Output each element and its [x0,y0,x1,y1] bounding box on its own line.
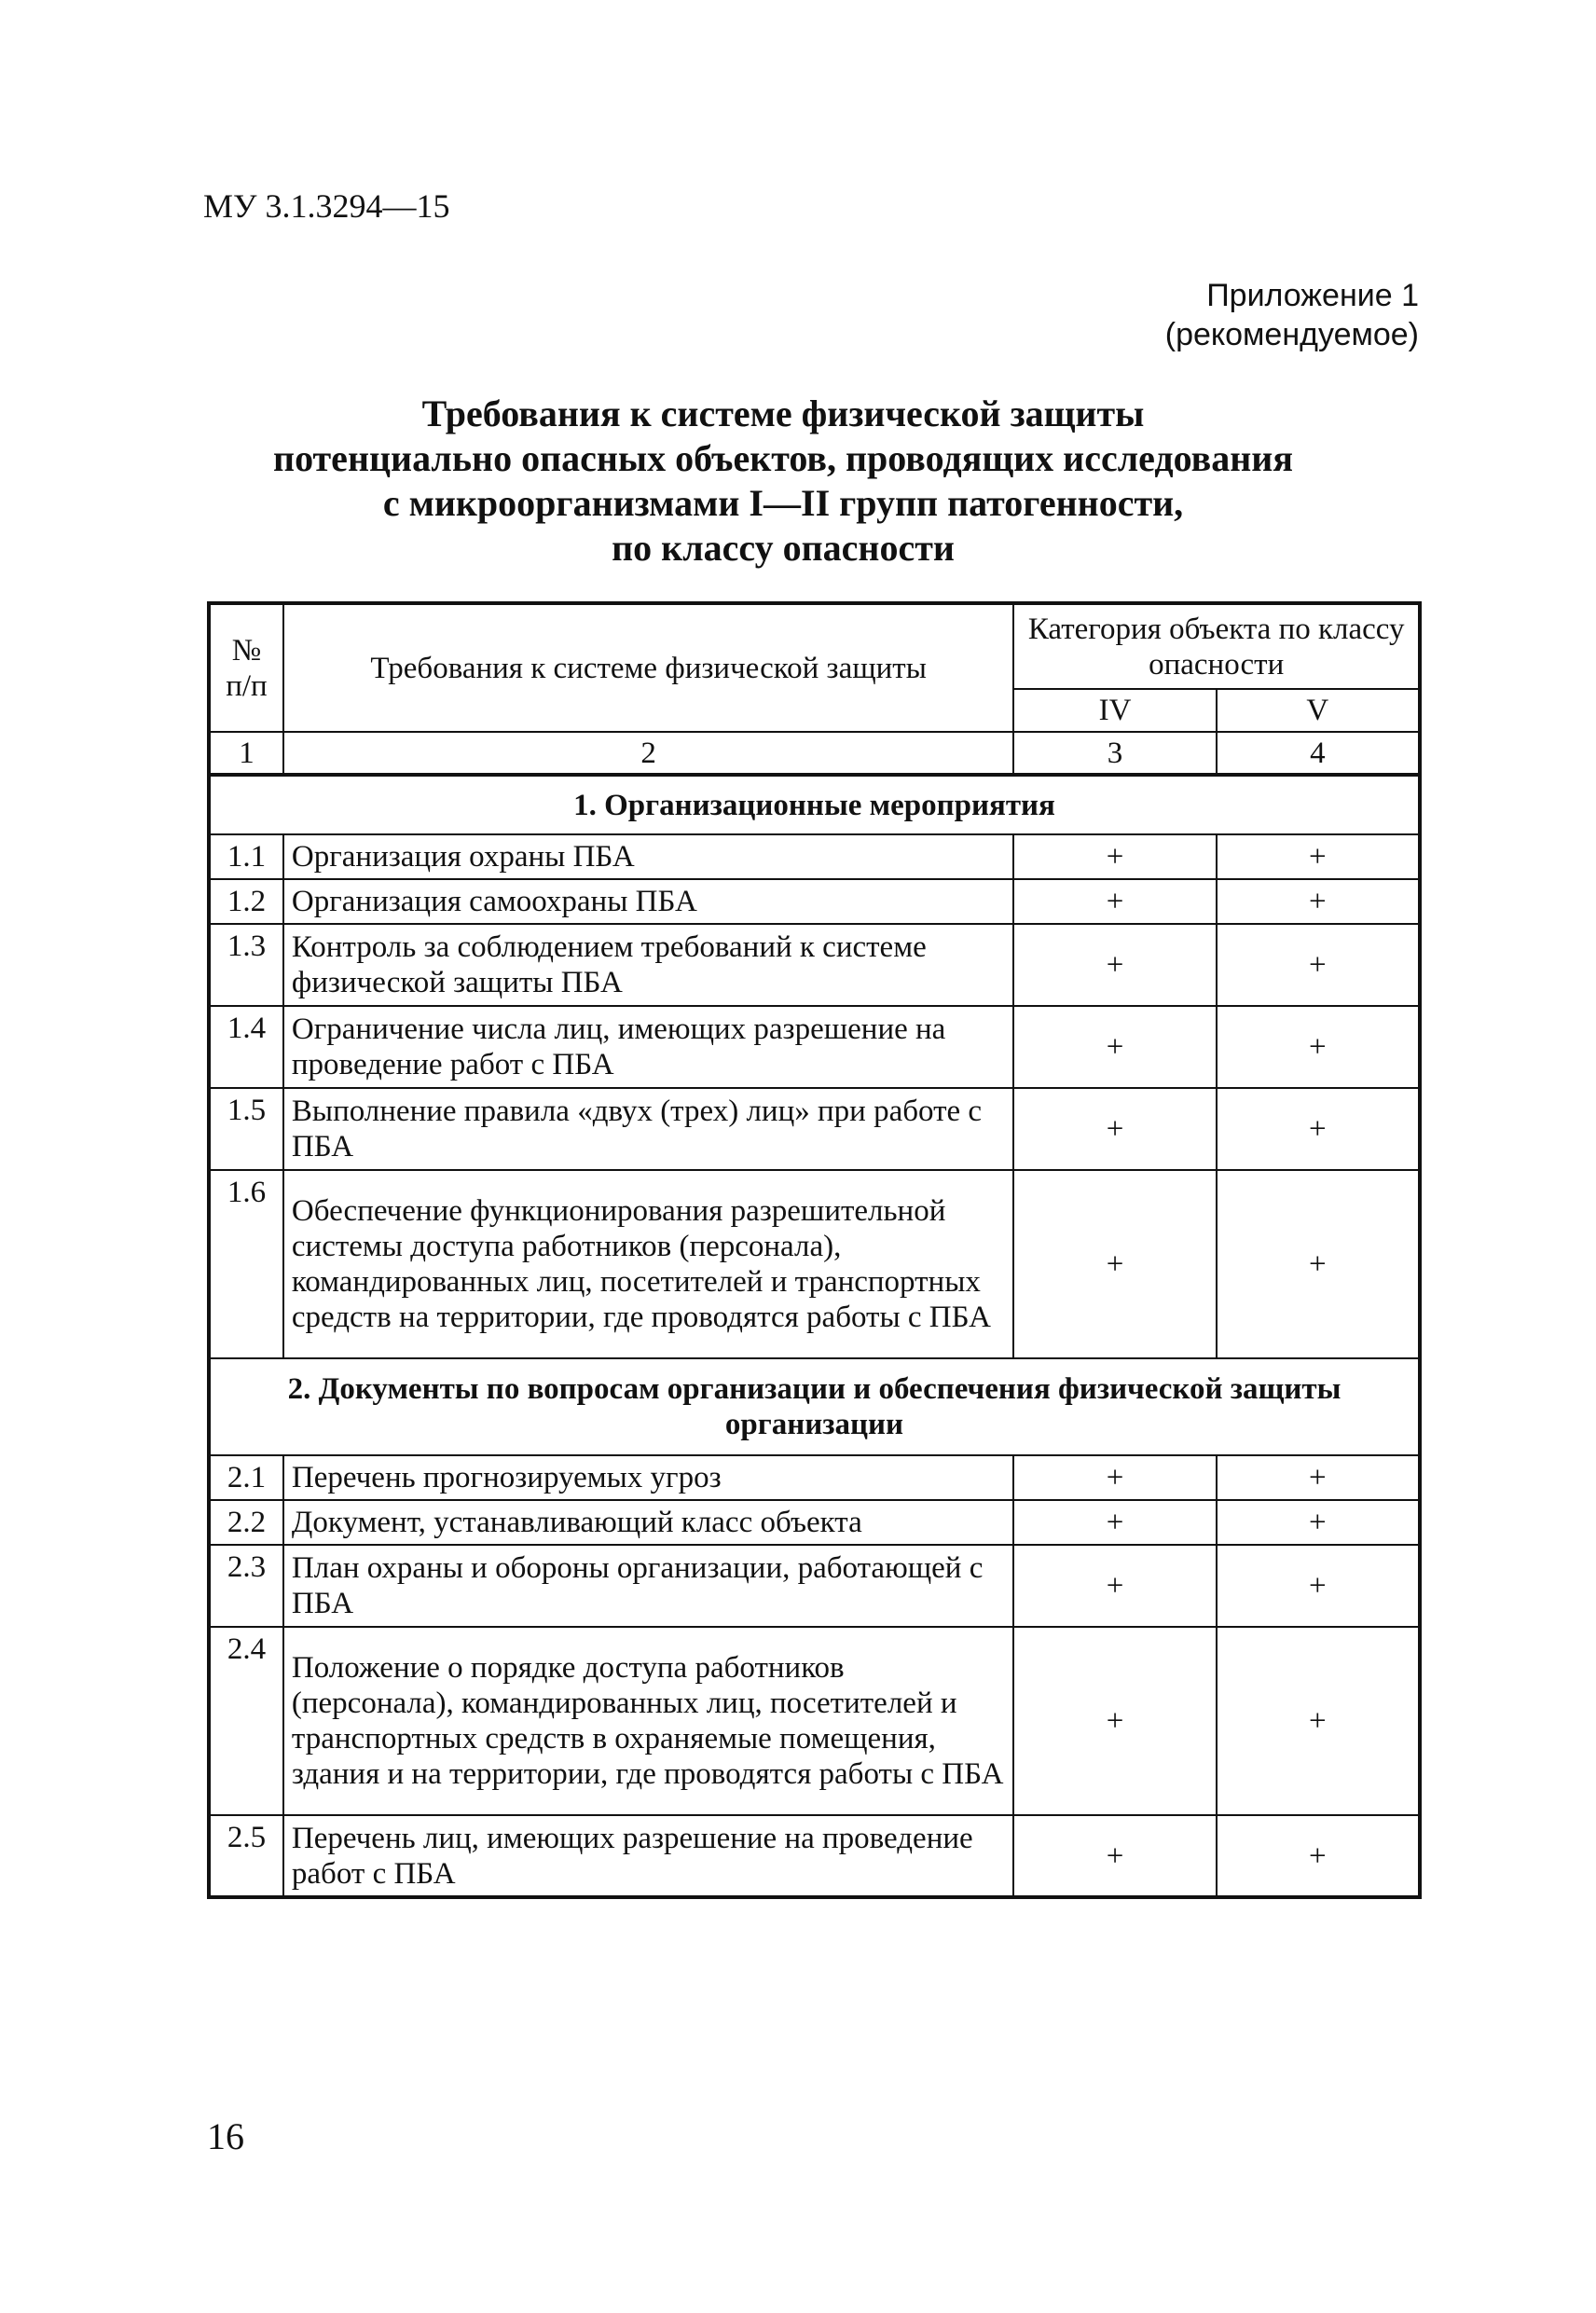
row-mark-iv: + [1013,879,1216,924]
section-header-row [209,1358,1420,1455]
row-mark-v: + [1217,1006,1420,1088]
table-row [209,1545,1420,1627]
row-mark-iv: + [1013,1500,1216,1545]
row-requirement: Перечень лиц, имеющих разрешение на проведение работ с ПБА [283,1815,1013,1897]
header-class-iv: IV [1013,689,1216,732]
row-requirement: Организация самоохраны ПБА [283,879,1013,924]
section-title: 1. Организационные мероприятия [209,775,1420,834]
row-mark-v: + [1217,1500,1420,1545]
row-requirement: Документ, устанавливающий класс объекта [283,1500,1013,1545]
row-number: 2.4 [209,1627,283,1815]
document-code: МУ 3.1.3294—15 [203,187,450,225]
row-number: 2.3 [209,1545,283,1627]
table-row [209,1006,1420,1088]
appendix-number: Приложение 1 [1206,278,1419,313]
row-mark-v: + [1217,1627,1420,1815]
row-requirement: Обеспечение функционирования разрешительной системы доступа работников (персонала), командированных лиц, посетителей и транспортных средств на территории, где проводятся работы с ПБА [283,1170,1013,1358]
title-line: по классу опасности [612,527,955,569]
section-header-row [209,775,1420,834]
column-number: 2 [283,732,1013,775]
section-title: 2. Документы по вопросам организации и обеспечения физической защиты организации [209,1358,1420,1455]
header-class-v: V [1217,689,1420,732]
row-requirement: Организация охраны ПБА [283,834,1013,879]
row-mark-iv: + [1013,834,1216,879]
table-row [209,924,1420,1006]
row-number: 1.6 [209,1170,283,1358]
header-row-number: № п/п [209,603,283,732]
row-mark-v: + [1217,1545,1420,1627]
table-row [209,1455,1420,1500]
row-mark-iv: + [1013,1170,1216,1358]
table-row [209,834,1420,879]
row-number: 1.5 [209,1088,283,1170]
row-mark-iv: + [1013,1815,1216,1897]
header-requirements: Требования к системе физической защиты [283,603,1013,732]
row-mark-v: + [1217,879,1420,924]
header-category: Категория объекта по классу опасности [1013,603,1420,689]
row-mark-v: + [1217,1455,1420,1500]
row-requirement: Контроль за соблюдением требований к системе физической защиты ПБА [283,924,1013,1006]
row-mark-v: + [1217,1088,1420,1170]
table-row [209,1815,1420,1897]
row-mark-v: + [1217,1815,1420,1897]
column-number: 4 [1217,732,1420,775]
row-requirement: Выполнение правила «двух (трех) лиц» при работе с ПБА [283,1088,1013,1170]
row-number: 2.2 [209,1500,283,1545]
row-mark-iv: + [1013,1627,1216,1815]
row-mark-iv: + [1013,924,1216,1006]
row-requirement: Перечень прогнозируемых угроз [283,1455,1013,1500]
appendix-label [1165,276,1419,354]
row-requirement: Положение о порядке доступа работников (персонала), командированных лиц, посетителей и транспортных средств в охраняемые помещения, здания и на территории, где проводятся работы с ПБА [283,1627,1013,1815]
row-number: 1.1 [209,834,283,879]
column-number: 1 [209,732,283,775]
row-number: 1.3 [209,924,283,1006]
row-mark-v: + [1217,1170,1420,1358]
table-row [209,1170,1420,1358]
row-requirement: План охраны и обороны организации, работающей с ПБА [283,1545,1013,1627]
table-row [209,1500,1420,1545]
table-row [209,1088,1420,1170]
column-number: 3 [1013,732,1216,775]
row-mark-v: + [1217,834,1420,879]
page-number: 16 [207,2115,244,2157]
row-mark-v: + [1217,924,1420,1006]
page-title [186,392,1380,571]
row-requirement: Ограничение числа лиц, имеющих разрешение на проведение работ с ПБА [283,1006,1013,1088]
row-mark-iv: + [1013,1455,1216,1500]
title-line: с микроорганизмами I—II групп патогенности, [382,482,1184,524]
table-row [209,879,1420,924]
row-number: 1.4 [209,1006,283,1088]
row-mark-iv: + [1013,1088,1216,1170]
title-line: потенциально опасных объектов, проводящих исследования [273,437,1293,479]
row-number: 2.5 [209,1815,283,1897]
appendix-status: (рекомендуемое) [1164,317,1419,352]
row-number: 1.2 [209,879,283,924]
row-mark-iv: + [1013,1545,1216,1627]
title-line: Требования к системе физической защиты [421,392,1145,434]
table-row [209,1627,1420,1815]
row-number: 2.1 [209,1455,283,1500]
requirements-table [207,601,1422,1899]
row-mark-iv: + [1013,1006,1216,1088]
